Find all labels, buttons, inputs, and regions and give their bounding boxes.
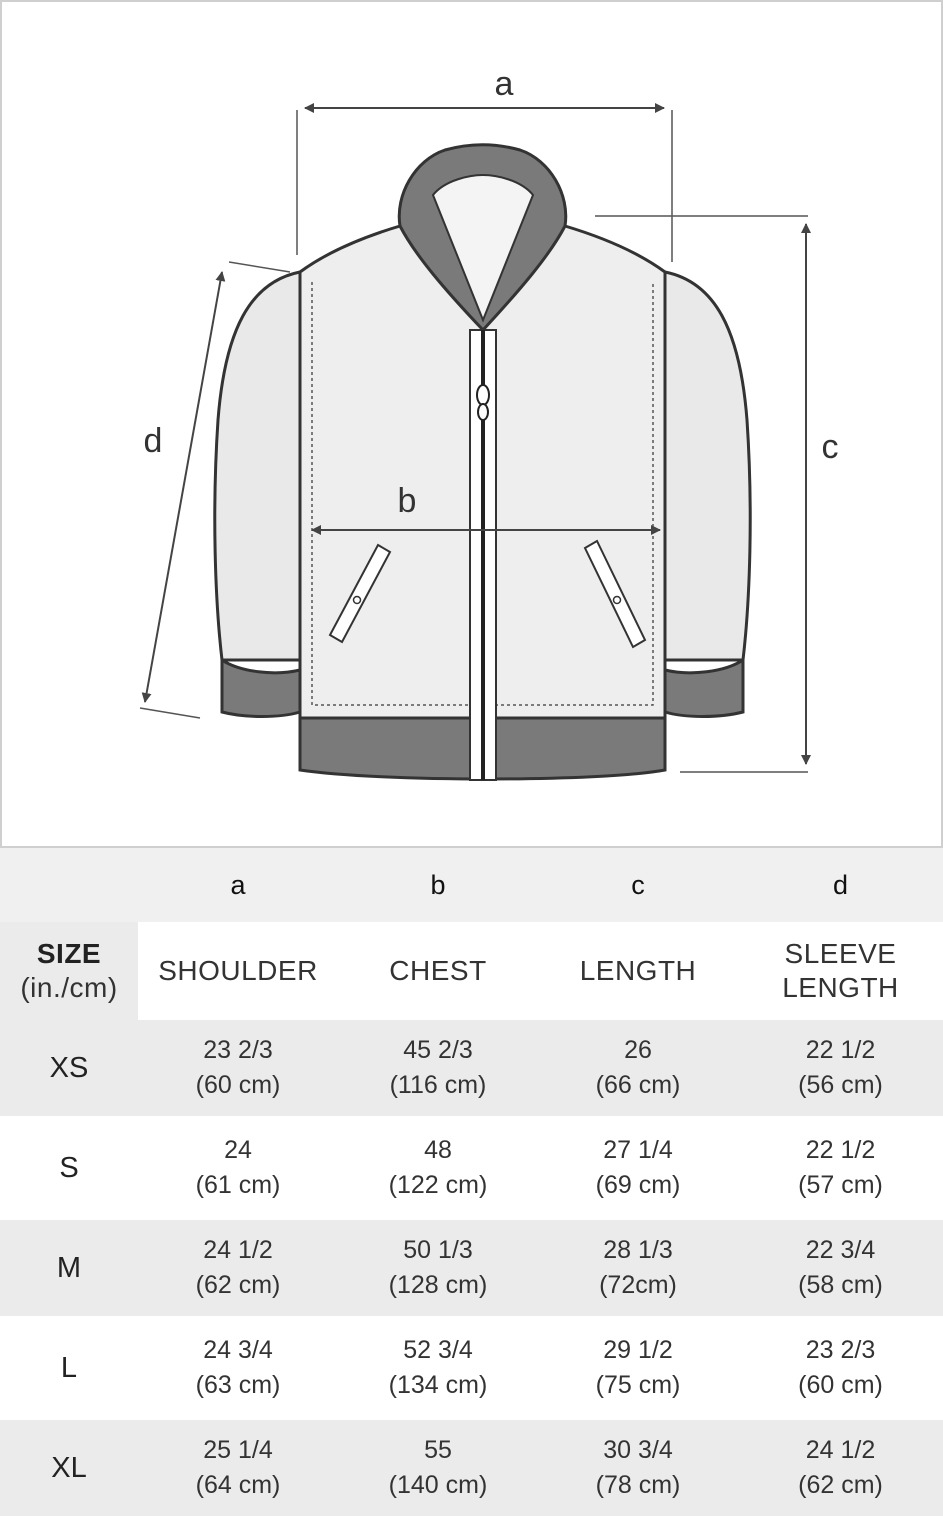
inch-value: 24 1/2 <box>203 1236 273 1264</box>
inch-value: 23 2/3 <box>203 1036 273 1064</box>
inch-value: 29 1/2 <box>603 1336 673 1364</box>
cm-value: (116 cm) <box>389 1071 487 1099</box>
inch-value: 22 3/4 <box>805 1236 876 1264</box>
inch-value: 25 1/4 <box>203 1436 273 1464</box>
letter-cell-c: c <box>538 848 738 922</box>
measurement-cell <box>138 1218 338 1318</box>
cm-value: (58 cm) <box>798 1271 883 1299</box>
inch-value: 22 1/2 <box>805 1036 876 1064</box>
header-sleeve-length <box>738 922 943 1020</box>
inch-value: 23 2/3 <box>805 1336 876 1364</box>
inch-value: 45 2/3 <box>403 1036 473 1064</box>
cm-value: (72cm) <box>599 1271 677 1299</box>
cm-value: (64 cm) <box>195 1471 281 1499</box>
letter-cell-empty <box>0 848 138 922</box>
table-row <box>0 1118 943 1218</box>
cm-value: (128 cm) <box>388 1271 488 1299</box>
measurement-cell <box>338 1218 538 1318</box>
measurement-cell <box>538 1118 738 1218</box>
inch-value: 27 1/4 <box>603 1136 673 1164</box>
size-unit: (in./cm) <box>20 972 118 1003</box>
measurement-cell <box>138 1318 338 1418</box>
header-chest: CHEST <box>338 922 538 1020</box>
measurement-cell <box>338 1020 538 1118</box>
measurement-cell <box>338 1118 538 1218</box>
letter-cell-b: b <box>338 848 538 922</box>
table-row <box>0 1318 943 1418</box>
measurement-cell <box>738 1418 943 1516</box>
cm-value: (66 cm) <box>595 1071 681 1099</box>
inch-value: 55 <box>424 1436 452 1464</box>
cm-value: (60 cm) <box>195 1071 281 1099</box>
dimension-label-a: a <box>494 65 514 103</box>
cm-value: (56 cm) <box>798 1071 883 1099</box>
measurement-cell <box>538 1218 738 1318</box>
measurement-cell <box>338 1418 538 1516</box>
cm-value: (140 cm) <box>388 1471 488 1499</box>
size-chart-table <box>0 848 943 1516</box>
dimension-letter-row <box>0 848 943 922</box>
header-shoulder: SHOULDER <box>138 922 338 1020</box>
measurement-cell <box>138 1118 338 1218</box>
dimension-label-d: d <box>143 422 163 460</box>
measurement-cell <box>538 1318 738 1418</box>
measurement-cell <box>138 1418 338 1516</box>
inch-value: 26 <box>624 1036 652 1064</box>
measurement-cell <box>538 1020 738 1118</box>
cm-value: (62 cm) <box>798 1471 883 1499</box>
size-header <box>0 922 138 1020</box>
measurement-cell <box>138 1020 338 1118</box>
table-row <box>0 1218 943 1318</box>
cm-value: (62 cm) <box>195 1271 281 1299</box>
header-row <box>0 922 943 1020</box>
inch-value: 52 3/4 <box>403 1336 473 1364</box>
dimension-label-c: c <box>821 428 839 466</box>
dimension-label-b: b <box>397 482 417 520</box>
inch-value: 24 <box>224 1136 252 1164</box>
table-row <box>0 1418 943 1516</box>
cm-value: (63 cm) <box>195 1371 281 1399</box>
inch-value: 24 1/2 <box>805 1436 876 1464</box>
cm-value: (57 cm) <box>798 1171 883 1199</box>
header-sleeve-length-line: LENGTH <box>782 972 899 1003</box>
header-length: LENGTH <box>538 922 738 1020</box>
letter-cell-d: d <box>738 848 943 922</box>
size-title: SIZE <box>36 938 102 969</box>
size-cell: S <box>0 1118 138 1218</box>
cm-value: (75 cm) <box>595 1371 681 1399</box>
cm-value: (134 cm) <box>388 1371 488 1399</box>
size-cell: XS <box>0 1020 138 1118</box>
cm-value: (60 cm) <box>798 1371 883 1399</box>
measurement-cell <box>738 1318 943 1418</box>
cm-value: (78 cm) <box>595 1471 681 1499</box>
table-row <box>0 1020 943 1118</box>
inch-value: 30 3/4 <box>603 1436 673 1464</box>
measurement-cell <box>738 1020 943 1118</box>
inch-value: 50 1/3 <box>403 1236 473 1264</box>
measurement-cell <box>538 1418 738 1516</box>
cm-value: (69 cm) <box>595 1171 681 1199</box>
header-sleeve-length-line: SLEEVE <box>784 938 897 969</box>
cm-value: (122 cm) <box>388 1171 488 1199</box>
size-cell: L <box>0 1318 138 1418</box>
size-cell: XL <box>0 1418 138 1516</box>
inch-value: 28 1/3 <box>603 1236 673 1264</box>
size-cell: M <box>0 1218 138 1318</box>
measurement-cell <box>738 1218 943 1318</box>
measurement-cell <box>738 1118 943 1218</box>
inch-value: 24 3/4 <box>203 1336 273 1364</box>
cm-value: (61 cm) <box>195 1171 281 1199</box>
inch-value: 48 <box>424 1136 452 1164</box>
inch-value: 22 1/2 <box>805 1136 876 1164</box>
measurement-cell <box>338 1318 538 1418</box>
letter-cell-a: a <box>138 848 338 922</box>
